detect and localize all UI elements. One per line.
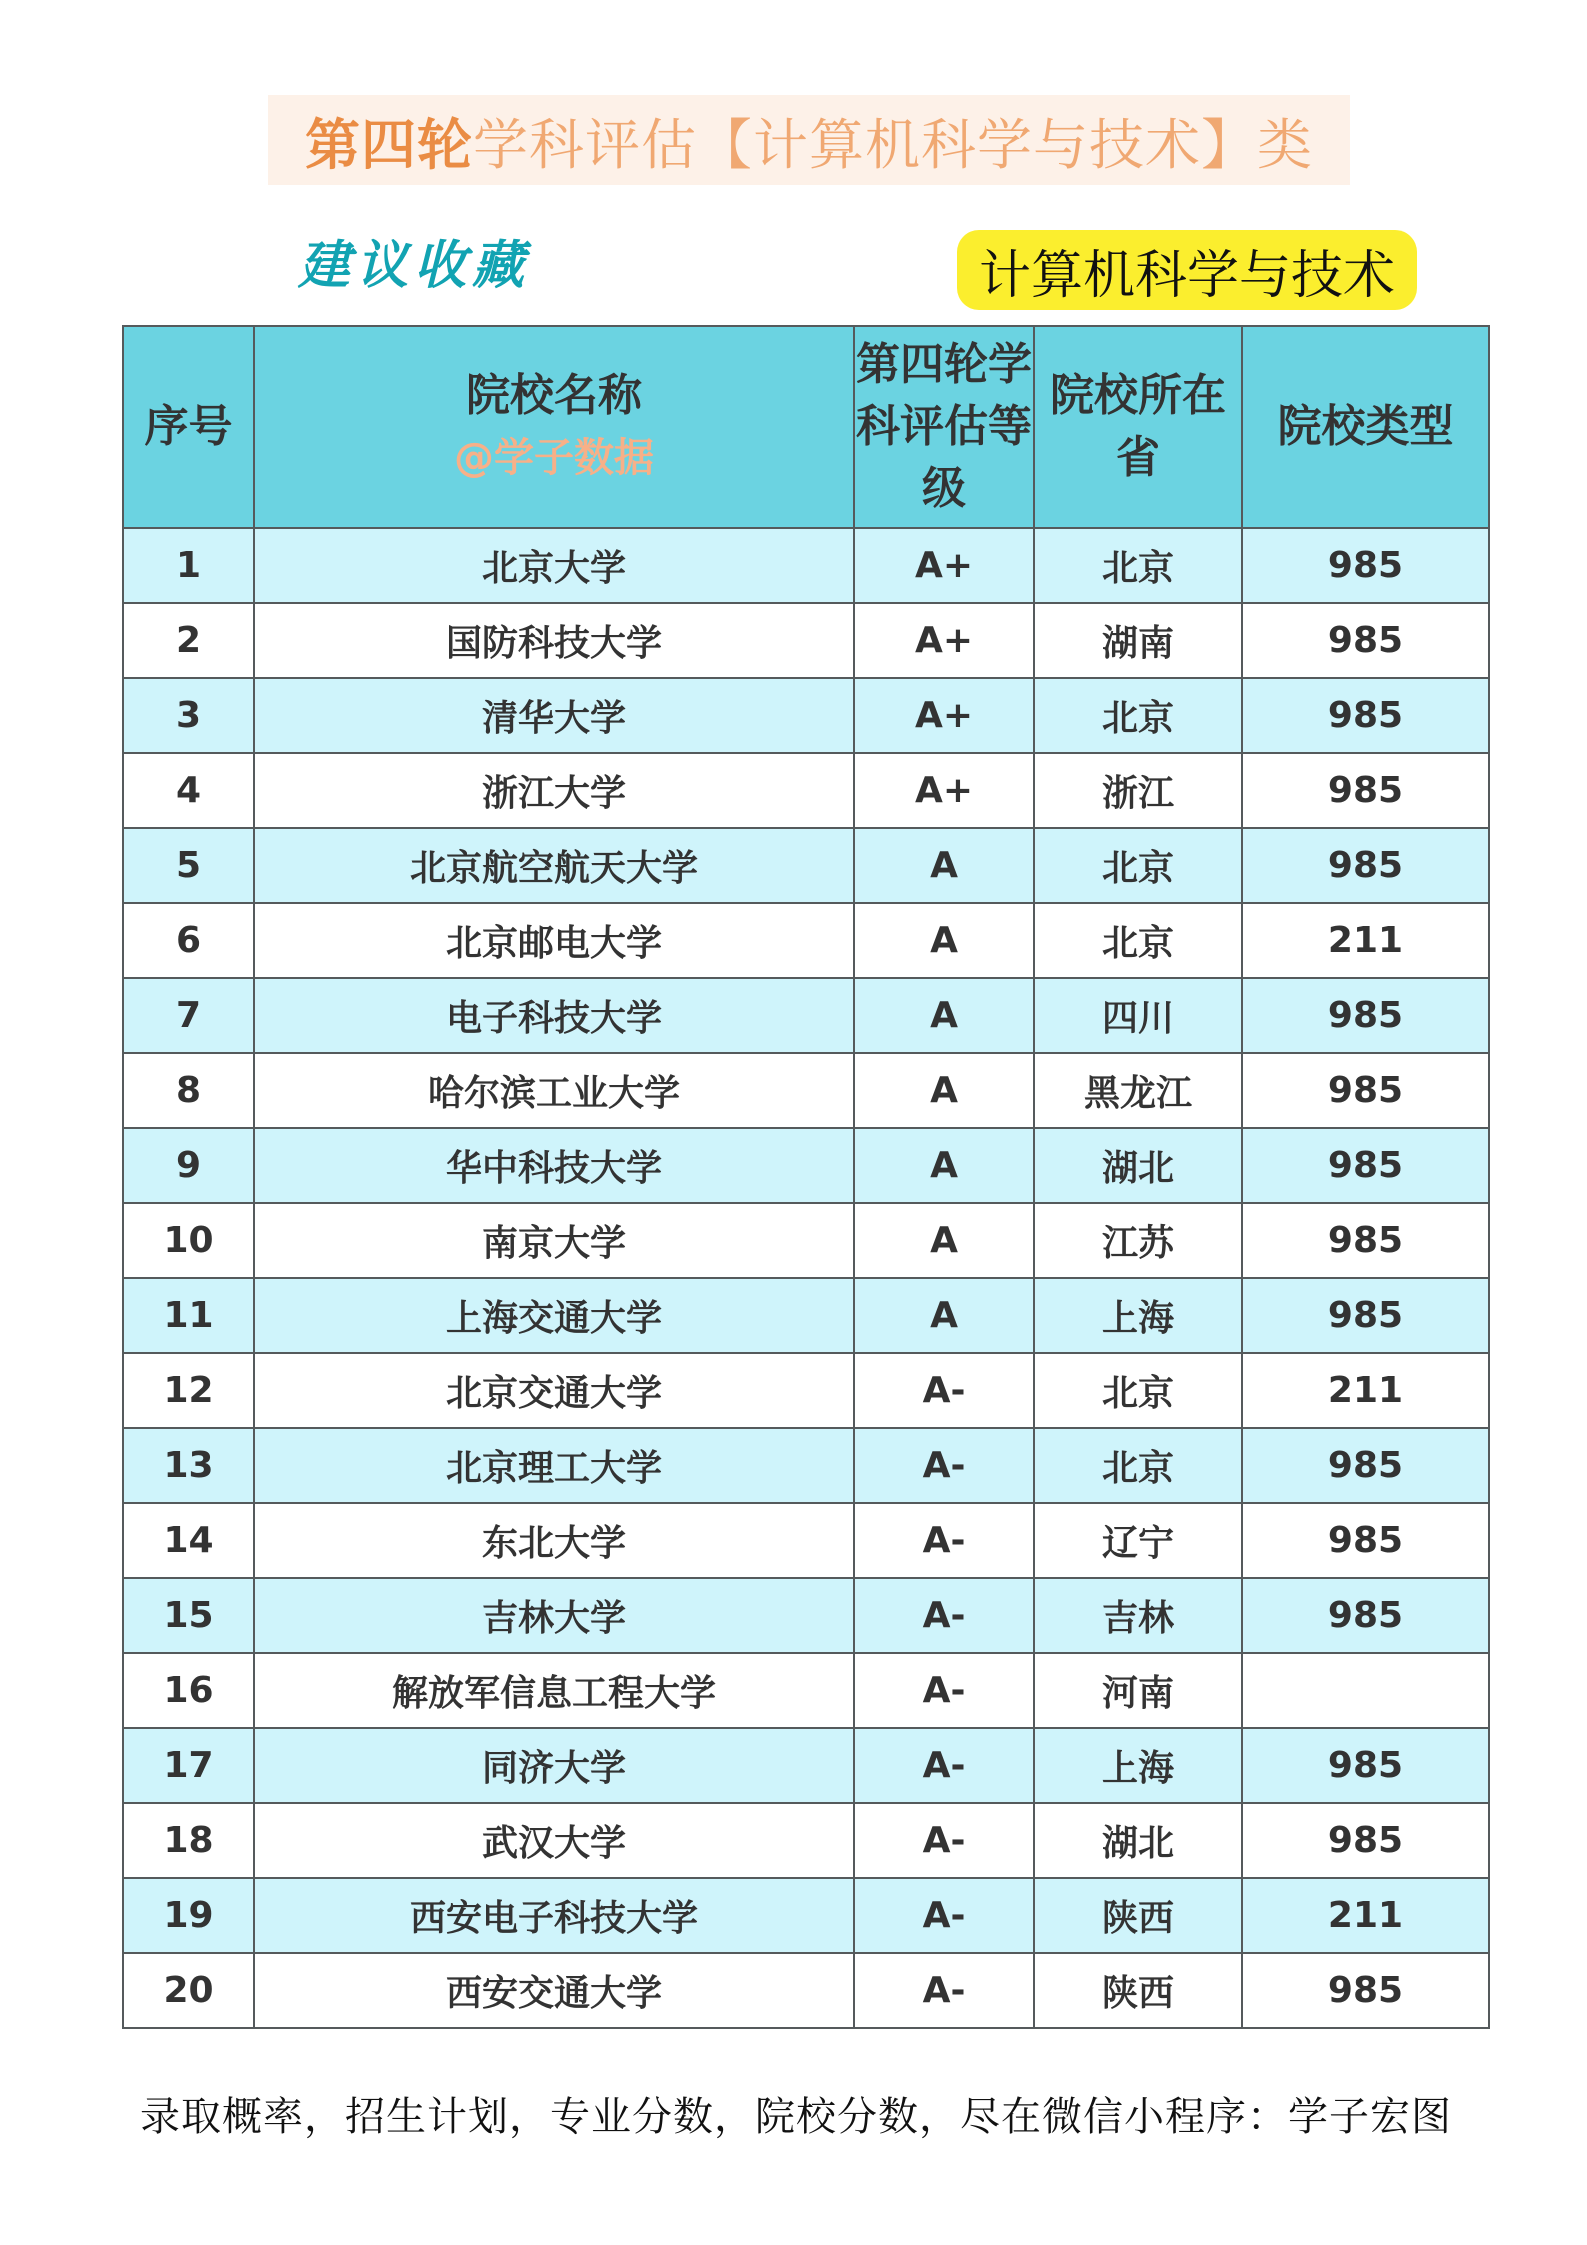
cell-school: 浙江大学 [254, 753, 854, 828]
subject-badge: 计算机科学与技术 [957, 230, 1417, 310]
cell-grade: A- [854, 1728, 1034, 1803]
cell-type: 211 [1242, 1878, 1489, 1953]
cell-school: 华中科技大学 [254, 1128, 854, 1203]
cell-province: 北京 [1034, 1353, 1242, 1428]
cell-seq: 16 [123, 1653, 254, 1728]
watermark-text: @学子数据 [454, 435, 654, 481]
cell-school: 南京大学 [254, 1203, 854, 1278]
cell-school: 北京大学 [254, 528, 854, 603]
cell-grade: A [854, 1128, 1034, 1203]
table-row [123, 1128, 1489, 1203]
column-header-type: 院校类型 [1242, 326, 1489, 528]
cell-type: 985 [1242, 1503, 1489, 1578]
cell-type: 985 [1242, 528, 1489, 603]
cell-seq: 15 [123, 1578, 254, 1653]
cell-seq: 13 [123, 1428, 254, 1503]
cell-province: 北京 [1034, 1428, 1242, 1503]
cell-grade: A- [854, 1428, 1034, 1503]
ranking-table [122, 325, 1490, 2029]
table-row [123, 1653, 1489, 1728]
cell-province: 陕西 [1034, 1953, 1242, 2028]
page-title [268, 95, 1350, 185]
cell-type: 985 [1242, 828, 1489, 903]
table-row [123, 1953, 1489, 2028]
cell-type: 211 [1242, 903, 1489, 978]
cell-province: 湖南 [1034, 603, 1242, 678]
cell-province: 陕西 [1034, 1878, 1242, 1953]
cell-province: 北京 [1034, 678, 1242, 753]
cell-grade: A [854, 903, 1034, 978]
cell-province: 四川 [1034, 978, 1242, 1053]
table-row [123, 753, 1489, 828]
table-row [123, 1878, 1489, 1953]
cell-seq: 5 [123, 828, 254, 903]
cell-province: 湖北 [1034, 1803, 1242, 1878]
cell-seq: 3 [123, 678, 254, 753]
column-header-seq: 序号 [123, 326, 254, 528]
table-row [123, 1803, 1489, 1878]
cell-grade: A- [854, 1503, 1034, 1578]
cell-seq: 8 [123, 1053, 254, 1128]
cell-type: 985 [1242, 1278, 1489, 1353]
table-row [123, 1353, 1489, 1428]
cell-type: 985 [1242, 1578, 1489, 1653]
table-row [123, 1203, 1489, 1278]
cell-grade: A- [854, 1878, 1034, 1953]
cell-province: 河南 [1034, 1653, 1242, 1728]
cell-type: 985 [1242, 1728, 1489, 1803]
column-header-province: 院校所在省 [1034, 326, 1242, 528]
footer-promo-note: 录取概率，招生计划，专业分数，院校分数，尽在微信小程序：学子宏图 [140, 2094, 1452, 2140]
cell-seq: 20 [123, 1953, 254, 2028]
column-header-school [254, 326, 854, 528]
cell-province: 黑龙江 [1034, 1053, 1242, 1128]
cell-seq: 6 [123, 903, 254, 978]
table-row [123, 1578, 1489, 1653]
cell-grade: A [854, 1278, 1034, 1353]
table-row [123, 1428, 1489, 1503]
cell-seq: 14 [123, 1503, 254, 1578]
cell-grade: A- [854, 1353, 1034, 1428]
page-title-highlight: 第四轮 [304, 112, 473, 177]
table-row [123, 828, 1489, 903]
cell-province: 江苏 [1034, 1203, 1242, 1278]
cell-type: 985 [1242, 978, 1489, 1053]
cell-school: 北京邮电大学 [254, 903, 854, 978]
cell-province: 上海 [1034, 1728, 1242, 1803]
cell-type: 211 [1242, 1353, 1489, 1428]
cell-school: 北京航空航天大学 [254, 828, 854, 903]
cell-school: 吉林大学 [254, 1578, 854, 1653]
cell-seq: 4 [123, 753, 254, 828]
cell-school: 西安交通大学 [254, 1953, 854, 2028]
cell-seq: 19 [123, 1878, 254, 1953]
bookmark-slogan: 建议收藏 [298, 235, 531, 296]
cell-school: 北京交通大学 [254, 1353, 854, 1428]
cell-grade: A+ [854, 603, 1034, 678]
column-header-school-label: 院校名称 [466, 370, 642, 421]
cell-type: 985 [1242, 1128, 1489, 1203]
table-row [123, 678, 1489, 753]
cell-grade: A [854, 978, 1034, 1053]
cell-seq: 9 [123, 1128, 254, 1203]
cell-type [1242, 1653, 1489, 1728]
cell-province: 辽宁 [1034, 1503, 1242, 1578]
table-row [123, 528, 1489, 603]
cell-type: 985 [1242, 1428, 1489, 1503]
cell-school: 上海交通大学 [254, 1278, 854, 1353]
cell-type: 985 [1242, 1803, 1489, 1878]
cell-grade: A- [854, 1578, 1034, 1653]
column-header-grade: 第四轮学科评估等级 [854, 326, 1034, 528]
cell-type: 985 [1242, 603, 1489, 678]
cell-seq: 12 [123, 1353, 254, 1428]
cell-seq: 18 [123, 1803, 254, 1878]
cell-seq: 7 [123, 978, 254, 1053]
table-body [123, 528, 1489, 2028]
cell-school: 武汉大学 [254, 1803, 854, 1878]
cell-seq: 1 [123, 528, 254, 603]
cell-province: 北京 [1034, 903, 1242, 978]
cell-school: 清华大学 [254, 678, 854, 753]
cell-type: 985 [1242, 1953, 1489, 2028]
table-row [123, 1728, 1489, 1803]
cell-grade: A- [854, 1953, 1034, 2028]
cell-type: 985 [1242, 678, 1489, 753]
cell-seq: 11 [123, 1278, 254, 1353]
cell-type: 985 [1242, 1053, 1489, 1128]
table-row [123, 1053, 1489, 1128]
cell-school: 电子科技大学 [254, 978, 854, 1053]
cell-school: 西安电子科技大学 [254, 1878, 854, 1953]
cell-grade: A [854, 1053, 1034, 1128]
page-title-rest: 学科评估【计算机科学与技术】类 [473, 112, 1314, 177]
cell-grade: A+ [854, 678, 1034, 753]
cell-seq: 10 [123, 1203, 254, 1278]
cell-province: 北京 [1034, 528, 1242, 603]
cell-type: 985 [1242, 1203, 1489, 1278]
cell-school: 哈尔滨工业大学 [254, 1053, 854, 1128]
cell-grade: A- [854, 1653, 1034, 1728]
cell-grade: A- [854, 1803, 1034, 1878]
cell-province: 浙江 [1034, 753, 1242, 828]
cell-province: 上海 [1034, 1278, 1242, 1353]
table-row [123, 978, 1489, 1053]
cell-seq: 17 [123, 1728, 254, 1803]
cell-school: 解放军信息工程大学 [254, 1653, 854, 1728]
cell-grade: A+ [854, 528, 1034, 603]
cell-school: 北京理工大学 [254, 1428, 854, 1503]
table-row [123, 1503, 1489, 1578]
cell-province: 湖北 [1034, 1128, 1242, 1203]
cell-province: 吉林 [1034, 1578, 1242, 1653]
cell-school: 国防科技大学 [254, 603, 854, 678]
table-header-row [123, 326, 1489, 528]
cell-school: 东北大学 [254, 1503, 854, 1578]
cell-province: 北京 [1034, 828, 1242, 903]
table-row [123, 903, 1489, 978]
cell-type: 985 [1242, 753, 1489, 828]
cell-school: 同济大学 [254, 1728, 854, 1803]
table-row [123, 1278, 1489, 1353]
cell-grade: A [854, 828, 1034, 903]
cell-grade: A [854, 1203, 1034, 1278]
cell-seq: 2 [123, 603, 254, 678]
table-row [123, 603, 1489, 678]
cell-grade: A+ [854, 753, 1034, 828]
